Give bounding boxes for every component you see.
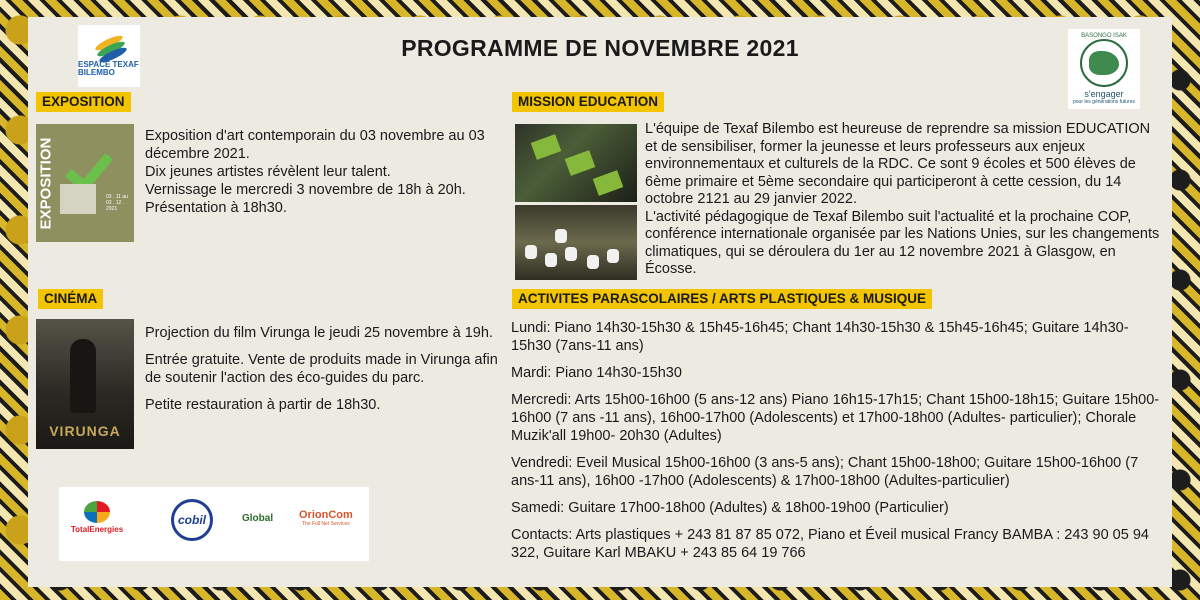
sengager-logo-top: BASONGO ISAK [1081, 33, 1127, 39]
ranger-figure [70, 339, 96, 413]
exposition-poster [36, 124, 134, 242]
global-logo [242, 513, 273, 524]
program-panel [28, 17, 1172, 587]
activites-lundi: Lundi: Piano 14h30-15h30 & 15h45-16h45; Chant 14h30-15h30 & 15h45-16h45; Guitare 14h30-15h30 (7ans-11 ans) [511, 320, 1129, 354]
mission-label: MISSION EDUCATION [512, 92, 664, 112]
orioncom-text: OrionCom [299, 509, 353, 521]
exposition-paragraph: Exposition d'art contemporain du 03 novembre au 03 décembre 2021. [145, 128, 485, 162]
cinema-label: CINÉMA [38, 289, 103, 309]
page-title: PROGRAMME DE NOVEMBRE 2021 [401, 35, 799, 61]
cinema-p2: Entrée gratuite. Vente de produits made in Virunga afin de soutenir l'action des éco-guides du parc. [145, 352, 498, 386]
exposition-poster-dates: 03 . 11 au 03 . 12 . 2021 [106, 194, 128, 212]
exposition-line-3: Vernissage le mercredi 3 novembre de 18h à 20h. [145, 182, 466, 198]
orioncom-sub: The Full Net Services [301, 521, 350, 527]
mission-p1: L'équipe de Texaf Bilembo est heureuse de reprendre sa mission EDUCATION et de sensibiliser, former la jeunesse et leurs professeurs aux enjeux environnementaux et culturels de la RDC. Ce sont 9 écoles et 500 élèves de 6ème primaire et 5ème secondaire qui participeront à cette cession, du 14 octobre 2121 au 29 janvier 2022. [645, 121, 1151, 207]
sengager-logo [1068, 29, 1140, 109]
texaf-logo-text: ESPACE TEXAF BILEMBO [78, 60, 139, 77]
activites-samedi: Samedi: Guitare 17h00-18h00 (Adultes) & 18h00-19h00 (Particulier) [511, 500, 949, 516]
cobil-logo [171, 499, 213, 541]
global-text: Global [242, 513, 274, 524]
cinema-p3: Petite restauration à partir de 18h30. [145, 397, 381, 413]
activites-mardi: Mardi: Piano 14h30-15h30 [511, 365, 682, 381]
totalenergies-text: TotalEnergies [70, 525, 124, 534]
virunga-poster [36, 319, 134, 449]
sengager-logo-sub: pour les générations futures [1073, 99, 1135, 105]
exposition-line-4: Présentation à 18h30. [145, 200, 287, 216]
mission-text [645, 121, 1165, 279]
activites-mercredi: Mercredi: Arts 15h00-16h00 (5 ans-12 ans) Piano 16h15-17h15; Chant 15h00-18h15; Guitare 15h00-16h00 (7 ans -11 ans), 16h00-17h00 (Adolescents) et 17h00-18h00 (Adultes- particulier); Chorale Muzik'all 19h00- 20h30 (Adultes) [511, 392, 1160, 444]
exposition-poster-title: EXPOSITION [37, 137, 55, 229]
activites-label: ACTIVITES PARASCOLAIRES / ARTS PLASTIQUES & MUSIQUE [512, 289, 932, 309]
mission-p2: L'activité pédagogique de Texaf Bilembo suit l'actualité et la prochaine COP, conférence internationale organisée par les Nations Unies, sur les changements climatiques, qui se déroulera du 1er au 12 novembre 2021 à Glasgow, en Écosse. [645, 208, 1160, 277]
virunga-poster-title: VIRUNGA [49, 423, 121, 439]
sengager-logo-text: s'engager [1084, 89, 1124, 99]
totalenergies-icon [84, 501, 110, 523]
students-photo-1 [515, 124, 637, 202]
totalenergies-logo [67, 501, 127, 534]
cinema-p1: Projection du film Virunga le jeudi 25 novembre à 19h. [145, 325, 493, 341]
activites-contacts: Contacts: Arts plastiques + 243 81 87 85 072, Piano et Éveil musical Francy BAMBA : 243 90 05 94 322, Guitare Karl MBAKU + 243 85 64 19 766 [511, 527, 1149, 561]
sponsor-logos [59, 487, 369, 561]
exposition-text [145, 127, 485, 217]
activites-vendredi: Vendredi: Eveil Musical 15h00-16h00 (3 ans-5 ans); Chant 15h00-18h00; Guitare 15h00-16h00 (7 ans-11 ans), 16h00 -17h00 (Adolescents) & 17h00-18h00 (Adultes-particulier) [511, 455, 1139, 489]
exposition-line-2: Dix jeunes artistes révèlent leur talent. [145, 164, 391, 180]
orioncom-logo [299, 509, 353, 527]
cobil-text: cobil [171, 499, 213, 541]
exposition-label: EXPOSITION [36, 92, 131, 112]
cinema-text [145, 324, 505, 423]
activites-text [511, 319, 1161, 571]
turtle-icon [1080, 39, 1128, 87]
students-photo-2 [515, 205, 637, 280]
